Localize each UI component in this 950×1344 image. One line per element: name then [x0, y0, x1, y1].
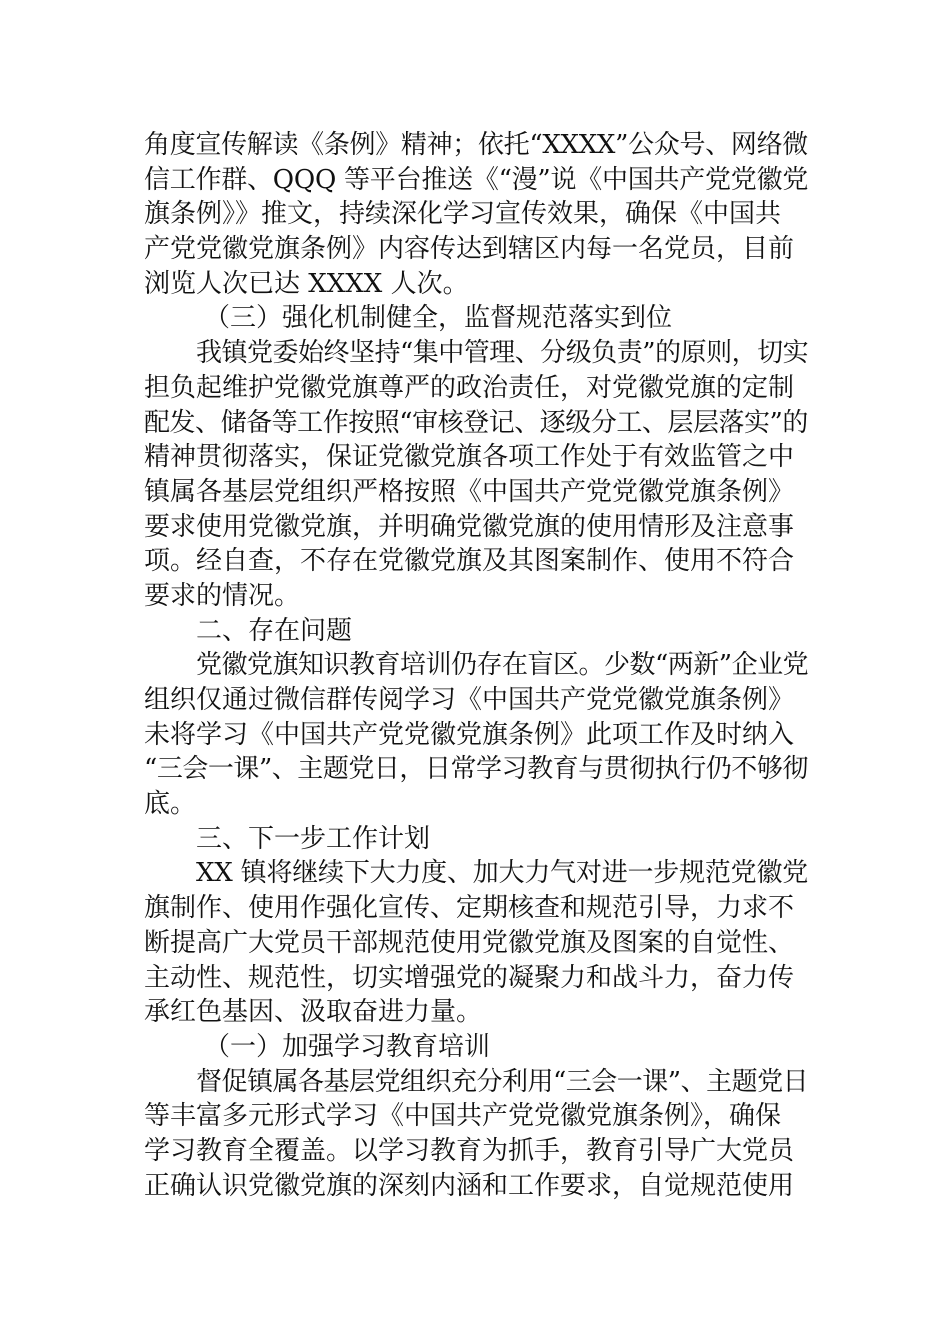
- text-line: 配发、储备等工作按照“审核登记、逐级分工、层层落实”的: [144, 407, 808, 438]
- text-line: 担负起维护党徽党旗尊严的政治责任，对党徽党旗的定制: [144, 372, 795, 403]
- text-line: 要求的情况。: [144, 580, 301, 611]
- text-line: “三会一课”、主题党日，日常学习教育与贯彻执行仍不够彻: [144, 754, 808, 785]
- text-line: 三、下一步工作计划: [196, 823, 431, 854]
- text-line: 信工作群、QQQ 等平台推送《“漫”说《中国共产党党徽党: [144, 164, 809, 195]
- text-line: 党徽党旗知识教育培训仍存在盲区。少数“两新”企业党: [196, 650, 809, 681]
- text-line: 角度宣传解读《条例》精神；依托“XXXX”公众号、网络微: [144, 130, 808, 160]
- text-line: 二、存在问题: [196, 615, 353, 646]
- text-line: 底。: [144, 789, 197, 820]
- text-line: 正确认识党徽党旗的深刻内涵和工作要求，自觉规范使用: [144, 1170, 795, 1201]
- text-line: 组织仅通过微信群传阅学习《中国共产党党徽党旗条例》: [144, 685, 795, 715]
- text-line: XX 镇将继续下大力度、加大力气对进一步规范党徽党: [196, 858, 809, 889]
- text-line: 等丰富多元形式学习《中国共产党党徽党旗条例》，确保: [144, 1101, 782, 1132]
- text-line: 旗条例》》推文，持续深化学习宣传效果，确保《中国共: [144, 199, 782, 230]
- text-line: 要求使用党徽党旗，并明确党徽党旗的使用情形及注意事: [144, 511, 795, 542]
- text-line: 产党党徽党旗条例》内容传达到辖区内每一名党员，目前: [144, 234, 795, 265]
- text-line: 学习教育全覆盖。以学习教育为抓手，教育引导广大党员: [144, 1135, 795, 1166]
- text-line: 承红色基因、汲取奋进力量。: [144, 997, 483, 1028]
- text-line: 未将学习《中国共产党党徽党旗条例》此项工作及时纳入: [144, 719, 795, 750]
- text-line: 断提高广大党员干部规范使用党徽党旗及图案的自觉性、: [144, 927, 795, 958]
- document-body: [144, 128, 808, 1203]
- text-line: （三）强化机制健全，监督规范落实到位: [204, 303, 673, 334]
- text-line: 督促镇属各基层党组织充分利用“三会一课”、主题党日: [196, 1066, 809, 1097]
- text-line: 我镇党委始终坚持“集中管理、分级负责”的原则，切实: [196, 338, 809, 369]
- text-line: 项。经自查，不存在党徽党旗及其图案制作、使用不符合: [144, 546, 795, 577]
- text-line: （一）加强学习教育培训: [204, 1031, 491, 1062]
- text-line: 旗制作、使用作强化宣传、定期核查和规范引导，力求不: [144, 893, 795, 924]
- text-line: 镇属各基层党组织严格按照《中国共产党党徽党旗条例》: [144, 476, 795, 507]
- text-line: 精神贯彻落实，保证党徽党旗各项工作处于有效监管之中: [144, 442, 795, 473]
- text-line: 浏览人次已达 XXXX 人次。: [144, 268, 469, 299]
- text-line: 主动性、规范性，切实增强党的凝聚力和战斗力，奋力传: [144, 962, 795, 993]
